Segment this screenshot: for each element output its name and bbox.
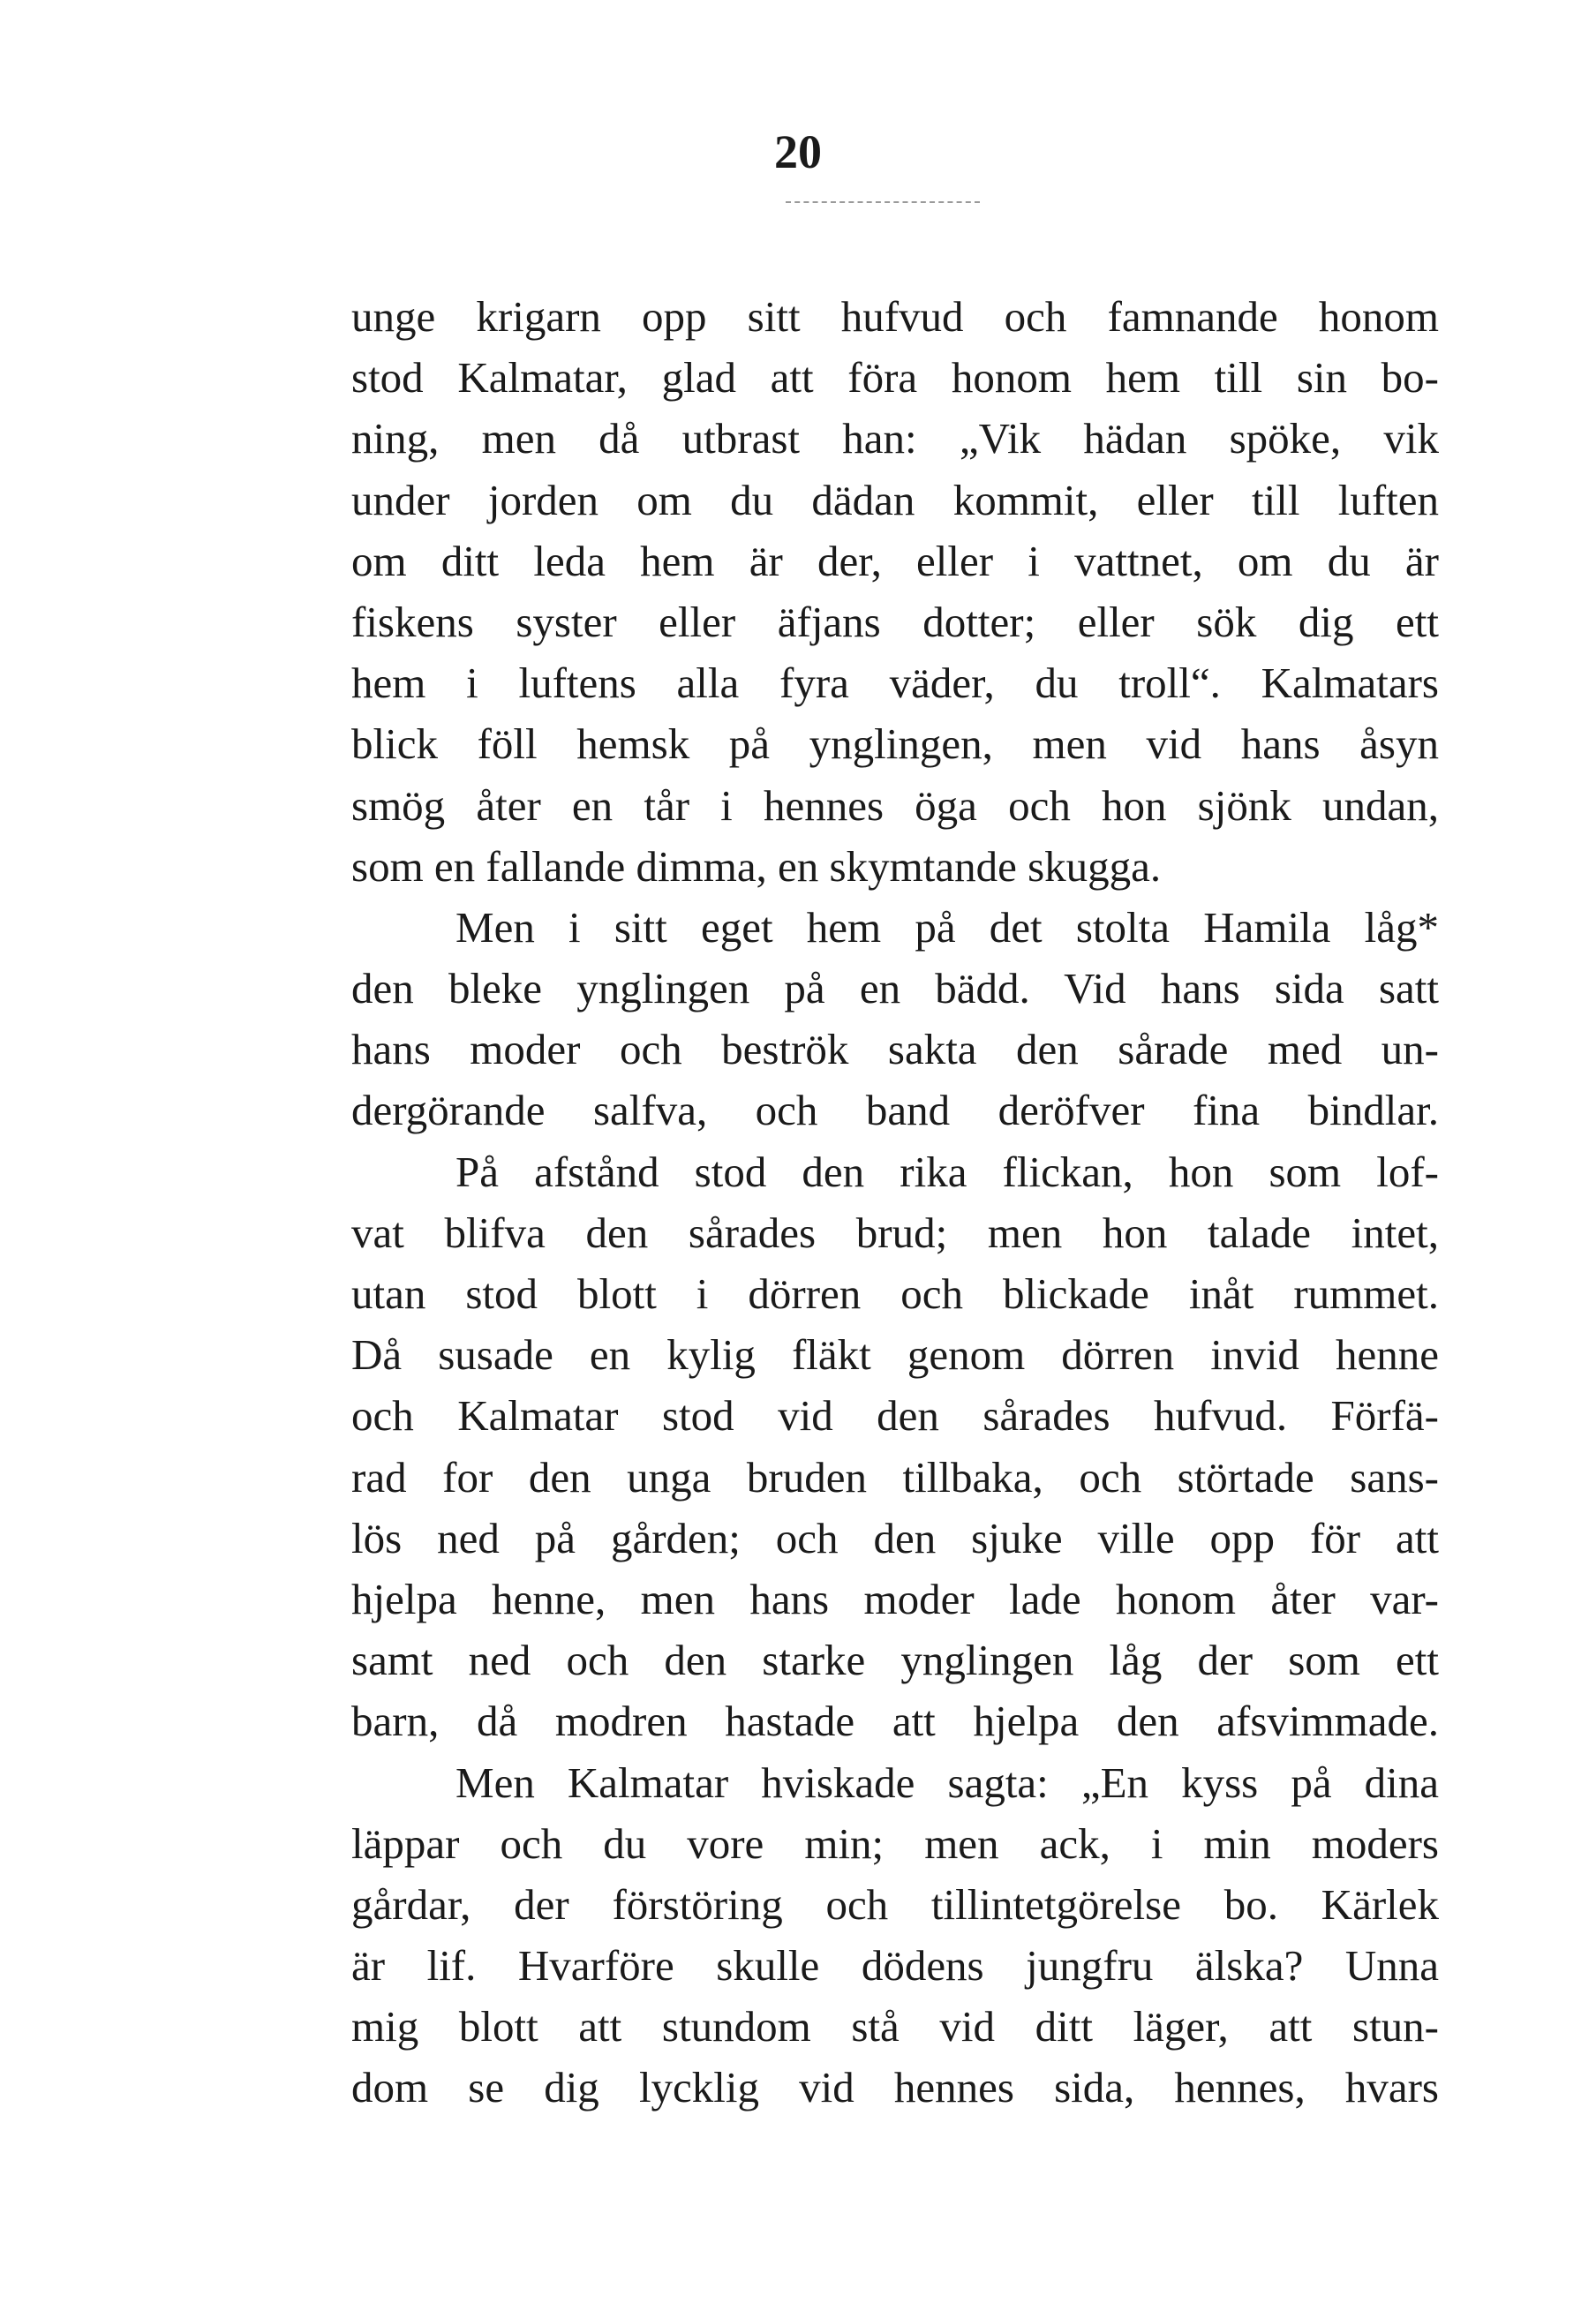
body-text bbox=[351, 286, 1439, 2119]
text-line: dergörande salfva, och band deröfver fina bindlar. bbox=[351, 1086, 1439, 1135]
text-line: hem i luftens alla fyra väder, du troll“. Kalmatars bbox=[351, 659, 1439, 708]
text-line: barn, då modren hastade att hjelpa den afsvimmade. bbox=[351, 1697, 1439, 1746]
text-line: samt ned och den starke ynglingen låg der som ett bbox=[351, 1636, 1439, 1685]
text-line: smög åter en tår i hennes öga och hon sjönk undan, bbox=[351, 780, 1439, 830]
text-line: vat blifva den sårades brud; men hon talade intet, bbox=[351, 1208, 1439, 1257]
text-line: fiskens syster eller äfjans dotter; eller sök dig ett bbox=[351, 597, 1439, 646]
text-line: är lif. Hvarföre skulle dödens jungfru älska? Unna bbox=[351, 1941, 1439, 1991]
text-line: blick föll hemsk på ynglingen, men vid hans åsyn bbox=[351, 719, 1439, 769]
text-line: och Kalmatar stod vid den sårades hufvud. Förfä- bbox=[351, 1391, 1439, 1441]
text-line: unge krigarn opp sitt hufvud och famnande honom bbox=[351, 292, 1439, 341]
text-line: hans moder och beströk sakta den sårade med un- bbox=[351, 1025, 1439, 1074]
text-line: under jorden om du dädan kommit, eller till luften bbox=[351, 475, 1439, 524]
text-line: den bleke ynglingen på en bädd. Vid hans sida satt bbox=[351, 964, 1439, 1013]
header-rule bbox=[786, 201, 980, 203]
page-number: 20 bbox=[774, 125, 822, 178]
text-line: Då susade en kylig fläkt genom dörren invid henne bbox=[351, 1330, 1439, 1380]
text-line: På afstånd stod den rika flickan, hon som lof- bbox=[455, 1147, 1439, 1196]
text-line: Men Kalmatar hviskade sagta: „En kyss på dina bbox=[455, 1758, 1439, 1807]
text-line: dom se dig lycklig vid hennes sida, hennes, hvars bbox=[351, 2063, 1439, 2112]
text-line: gårdar, der förstöring och tillintetgörelse bo. Kärlek bbox=[351, 1879, 1439, 1929]
text-line: lös ned på gården; och den sjuke ville opp för att bbox=[351, 1513, 1439, 1562]
text-line: rad for den unga bruden tillbaka, och störtade sans- bbox=[351, 1452, 1439, 1502]
text-line: stod Kalmatar, glad att föra honom hem till sin bo- bbox=[351, 353, 1439, 403]
text-line: utan stod blott i dörren och blickade inåt rummet. bbox=[351, 1269, 1439, 1318]
text-line: ning, men då utbrast han: „Vik hädan spöke, vik bbox=[351, 414, 1439, 463]
text-line: som en fallande dimma, en skymtande skugga. bbox=[351, 841, 1162, 891]
text-line: Men i sitt eget hem på det stolta Hamila låg* bbox=[455, 902, 1439, 952]
text-line: mig blott att stundom stå vid ditt läger, att stun- bbox=[351, 2002, 1439, 2051]
text-line: läppar och du vore min; men ack, i min moders bbox=[351, 1818, 1439, 1868]
text-line: om ditt leda hem är der, eller i vattnet, om du är bbox=[351, 536, 1439, 585]
text-line: hjelpa henne, men hans moder lade honom åter var- bbox=[351, 1574, 1439, 1623]
